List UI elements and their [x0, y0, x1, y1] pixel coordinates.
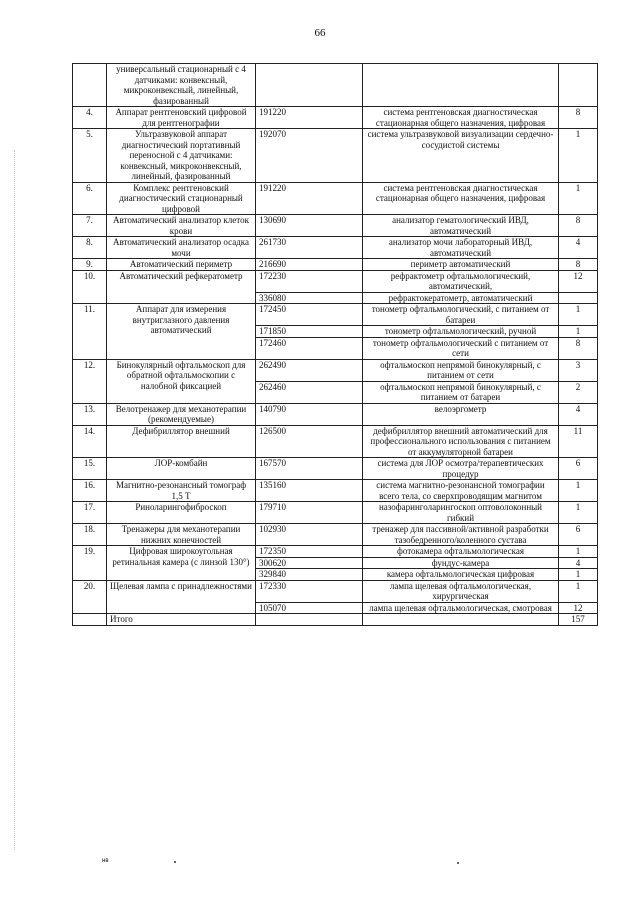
table-row	[73, 359, 598, 381]
item-code: 192070	[256, 129, 363, 183]
item-number	[73, 64, 107, 107]
table-row	[73, 304, 598, 326]
item-number: 20.	[73, 580, 107, 614]
table-row	[73, 425, 598, 458]
item-code: 329840	[256, 569, 363, 581]
item-name: Тренажеры для механотерапии нижних конечностей	[107, 524, 256, 546]
item-quantity: 2	[559, 381, 598, 403]
item-quantity: 1	[559, 569, 598, 581]
total-label: Итого	[107, 614, 256, 626]
item-description: рефрактокератометр, автоматический	[363, 292, 559, 304]
item-quantity: 4	[559, 237, 598, 259]
item-name: Велотренажер для механотерапии (рекомендуемые)	[107, 403, 256, 425]
item-number: 14.	[73, 425, 107, 458]
total-row	[73, 614, 598, 626]
item-description: тренажер для пассивной/активной разработки тазобедренного/коленного сустава	[363, 524, 559, 546]
table-row	[73, 182, 598, 215]
item-number: 11.	[73, 304, 107, 360]
item-quantity: 6	[559, 524, 598, 546]
item-quantity: 11	[559, 425, 598, 458]
item-code: 140790	[256, 403, 363, 425]
item-description: периметр автоматический	[363, 259, 559, 271]
item-number: 7.	[73, 215, 107, 237]
item-quantity: 12	[559, 270, 598, 292]
item-code: 262490	[256, 359, 363, 381]
item-name: Цифровая широкоугольная ретинальная камера (с линзой 130°)	[107, 546, 256, 581]
item-description: лампа щелевая офтальмологическая, хирургическая	[363, 580, 559, 602]
equipment-table	[72, 63, 598, 626]
item-code: 102930	[256, 524, 363, 546]
item-code: 126500	[256, 425, 363, 458]
table-row	[73, 259, 598, 271]
item-name: Дефибриллятор внешний	[107, 425, 256, 458]
table-row	[73, 237, 598, 259]
item-quantity: 3	[559, 359, 598, 381]
item-code: 167570	[256, 458, 363, 480]
table-row	[73, 129, 598, 183]
item-quantity: 12	[559, 602, 598, 614]
item-code	[256, 64, 363, 107]
equipment-table-body	[73, 64, 598, 626]
item-number: 8.	[73, 237, 107, 259]
item-name: Риноларингофиброскоп	[107, 502, 256, 524]
table-row	[73, 580, 598, 602]
scan-edge	[14, 150, 16, 850]
item-code: 130690	[256, 215, 363, 237]
item-number: 15.	[73, 458, 107, 480]
item-description: анализатор гематологический ИВД, автоматический	[363, 215, 559, 237]
item-number: 16.	[73, 480, 107, 502]
item-number: 12.	[73, 359, 107, 403]
item-quantity: 4	[559, 403, 598, 425]
item-code: 300620	[256, 557, 363, 569]
total-empty-cell	[73, 614, 107, 626]
item-code: 191220	[256, 107, 363, 129]
item-description: тонометр офтальмологический, ручной	[363, 326, 559, 338]
item-quantity: 1	[559, 580, 598, 602]
item-quantity: 1	[559, 546, 598, 558]
item-name: Комплекс рентгеновский диагностический стационарный цифровой	[107, 182, 256, 215]
item-description: офтальмоскоп непрямой бинокулярный, с питанием от батареи	[363, 381, 559, 403]
item-description: фундус-камера	[363, 557, 559, 569]
item-code: 171850	[256, 326, 363, 338]
item-number: 18.	[73, 524, 107, 546]
item-name: Магнитно-резонансный томограф 1,5 Т	[107, 480, 256, 502]
item-code: 261730	[256, 237, 363, 259]
item-number: 5.	[73, 129, 107, 183]
item-description: назофаринголарингоскоп оптоволоконный гибкий	[363, 502, 559, 524]
table-row	[73, 403, 598, 425]
item-code: 172330	[256, 580, 363, 602]
item-description: система для ЛОР осмотра/терапевтических процедур	[363, 458, 559, 480]
item-code: 172230	[256, 270, 363, 292]
item-name: Автоматический рефкератометр	[107, 270, 256, 304]
item-quantity: 1	[559, 304, 598, 326]
item-quantity: 4	[559, 557, 598, 569]
item-quantity: 8	[559, 337, 598, 359]
item-quantity	[559, 292, 598, 304]
item-description: фотокамера офтальмологическая	[363, 546, 559, 558]
item-name: ЛОР-комбайн	[107, 458, 256, 480]
item-description: система ультразвуковой визуализации сердечно-сосудистой системы	[363, 129, 559, 183]
item-name: Автоматический периметр	[107, 259, 256, 271]
item-description: тонометр офтальмологический с питанием от сети	[363, 337, 559, 359]
table-row	[73, 270, 598, 292]
item-code: 172450	[256, 304, 363, 326]
table-row	[73, 107, 598, 129]
item-number: 6.	[73, 182, 107, 215]
total-quantity: 157	[559, 614, 598, 626]
item-number: 10.	[73, 270, 107, 304]
item-code: 172460	[256, 337, 363, 359]
item-code: 172350	[256, 546, 363, 558]
item-description	[363, 64, 559, 107]
item-code: 336080	[256, 292, 363, 304]
item-description: анализатор мочи лабораторный ИВД, автоматический	[363, 237, 559, 259]
item-code: 216690	[256, 259, 363, 271]
item-code: 135160	[256, 480, 363, 502]
total-empty-cell	[363, 614, 559, 626]
item-code: 179710	[256, 502, 363, 524]
page-number: 66	[314, 27, 326, 39]
scan-dot	[457, 862, 459, 864]
item-quantity: 6	[559, 458, 598, 480]
table-row	[73, 215, 598, 237]
item-description: офтальмоскоп непрямой бинокулярный, с питанием от сети	[363, 359, 559, 381]
item-name: Щелевая лампа с принадлежностями	[107, 580, 256, 614]
item-name: универсальный стационарный с 4 датчиками: конвексный, микроконвексный, линейный, фазированный	[107, 64, 256, 107]
table-row	[73, 502, 598, 524]
item-name: Автоматический анализатор осадка мочи	[107, 237, 256, 259]
item-description: дефибриллятор внешний автоматический для профессионального использования с питанием от аккумуляторной батареи	[363, 425, 559, 458]
item-name: Бинокулярный офтальмоскоп для обратной офтальмоскопии с налобной фиксацией	[107, 359, 256, 403]
item-number: 9.	[73, 259, 107, 271]
item-description: система рентгеновская диагностическая стационарная общего назначения, цифровая	[363, 107, 559, 129]
item-description: система рентгеновская диагностическая стационарная общего назначения, цифровая	[363, 182, 559, 215]
item-code: 262460	[256, 381, 363, 403]
item-code: 191220	[256, 182, 363, 215]
item-number: 13.	[73, 403, 107, 425]
item-description: лампа щелевая офтальмологическая, смотровая	[363, 602, 559, 614]
table-row	[73, 480, 598, 502]
item-name: Аппарат рентгеновский цифровой для рентгенографии	[107, 107, 256, 129]
item-quantity: 1	[559, 480, 598, 502]
item-number: 17.	[73, 502, 107, 524]
item-description: камера офтальмологическая цифровая	[363, 569, 559, 581]
scan-dot	[174, 861, 176, 863]
item-number: 19.	[73, 546, 107, 581]
item-name: Аппарат для измерения внутриглазного давления автоматический	[107, 304, 256, 360]
item-quantity: 8	[559, 259, 598, 271]
table-row	[73, 546, 598, 558]
item-code: 105070	[256, 602, 363, 614]
table-row	[73, 458, 598, 480]
item-quantity: 1	[559, 182, 598, 215]
item-quantity: 1	[559, 129, 598, 183]
item-quantity: 8	[559, 215, 598, 237]
item-quantity	[559, 64, 598, 107]
item-quantity: 8	[559, 107, 598, 129]
item-number: 4.	[73, 107, 107, 129]
item-quantity: 1	[559, 502, 598, 524]
item-quantity: 1	[559, 326, 598, 338]
item-description: рефрактометр офтальмологический, автоматический,	[363, 270, 559, 292]
item-description: велоэргометр	[363, 403, 559, 425]
item-name: Автоматический анализатор клеток крови	[107, 215, 256, 237]
table-row	[73, 524, 598, 546]
item-name: Ультразвуковой аппарат диагностический портативный переносной с 4 датчиками: конвексный, микроконвексный, линейный, фазированный	[107, 129, 256, 183]
total-empty-cell	[256, 614, 363, 626]
item-description: тонометр офтальмологический, с питанием от батареи	[363, 304, 559, 326]
item-description: система магнитно-резонансной томографии всего тела, со сверхпроводящим магнитом	[363, 480, 559, 502]
footer-mark: нв	[102, 858, 109, 864]
table-row	[73, 64, 598, 107]
